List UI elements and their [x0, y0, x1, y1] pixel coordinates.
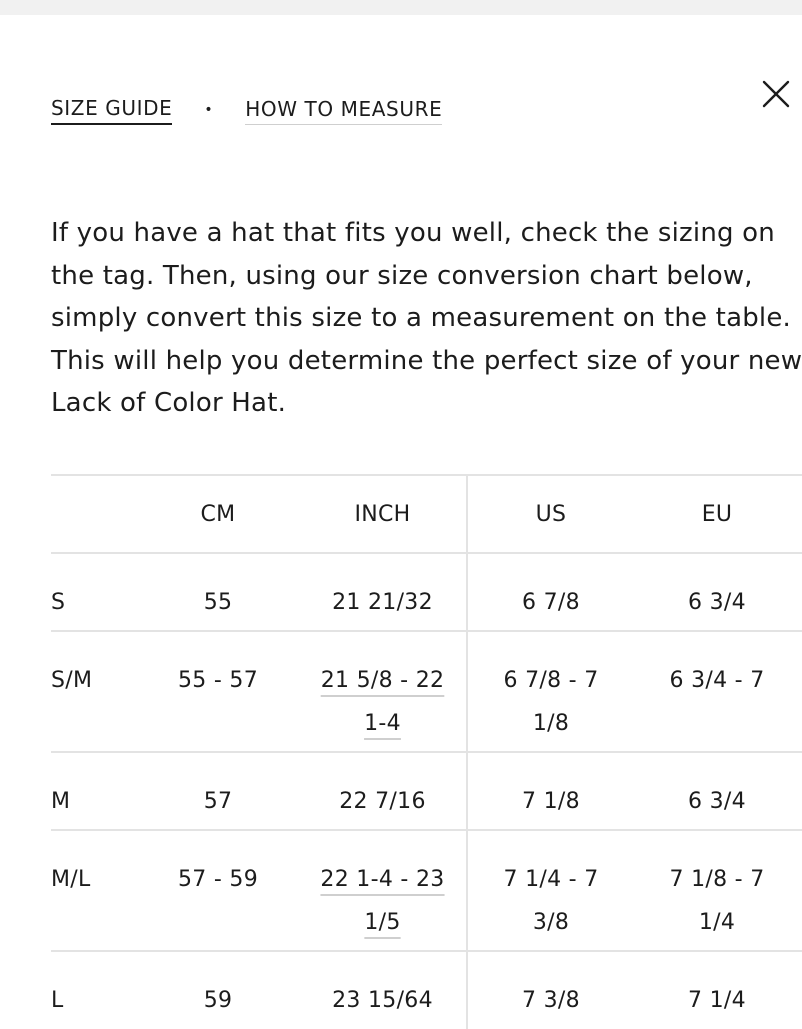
cm-value: 59 [137, 951, 299, 1029]
table-row [51, 951, 802, 1029]
tab-size-guide[interactable]: SIZE GUIDE [51, 96, 172, 125]
inch-value-line1: 21 5/8 - 22 [320, 668, 445, 693]
size-label: M/L [51, 830, 137, 951]
us-value [467, 830, 634, 951]
header-size [51, 475, 137, 553]
header-inch: INCH [299, 475, 467, 553]
us-value: 6 7/8 [467, 553, 634, 631]
eu-value-line1: 7 1/8 - 7 [669, 867, 765, 892]
us-value-line1: 6 7/8 - 7 [503, 668, 599, 693]
inch-value: 23 15/64 [299, 951, 467, 1029]
eu-value [634, 830, 800, 951]
eu-value: 6 3/4 [634, 752, 800, 830]
us-value: 7 1/8 [467, 752, 634, 830]
us-value-line2: 3/8 [532, 910, 570, 935]
eu-value: 6 3/4 - 7 [634, 631, 800, 752]
table-row [51, 830, 802, 951]
table-row [51, 553, 802, 631]
size-label: S [51, 553, 137, 631]
size-guide-intro: If you have a hat that fits you well, check the sizing on the tag. Then, using our size conversion chart below, simply convert this size to a measurement on the table. This will help you determine the perfect size of your new Lack of Color Hat. [51, 218, 802, 418]
header-us: US [467, 475, 634, 553]
eu-value: 7 1/4 [634, 951, 800, 1029]
cm-value: 57 [137, 752, 299, 830]
size-label: S/M [51, 631, 137, 752]
cm-value: 55 - 57 [137, 631, 299, 752]
close-button[interactable] [760, 78, 792, 110]
table-header-row [51, 475, 802, 553]
eu-value-line2: 1/4 [698, 910, 736, 935]
eu-value: 6 3/4 [634, 553, 800, 631]
inch-value [299, 631, 467, 752]
close-icon [760, 78, 792, 110]
tab-how-to-measure[interactable]: HOW TO MEASURE [245, 97, 442, 125]
header-eu: EU [634, 475, 800, 553]
tab-separator: • [204, 101, 214, 118]
inch-value-line2: 1-4 [364, 711, 401, 736]
size-label: M [51, 752, 137, 830]
us-value: 7 3/8 [467, 951, 634, 1029]
inch-value-line1: 22 1-4 - 23 [320, 867, 445, 892]
us-value-line2: 1/8 [532, 711, 570, 736]
inch-value-line2: 1/5 [364, 910, 401, 935]
inch-value [299, 830, 467, 951]
table-row [51, 752, 802, 830]
us-value-line1: 7 1/4 - 7 [503, 867, 599, 892]
size-conversion-table [51, 474, 802, 1029]
us-value [467, 631, 634, 752]
inch-value: 22 7/16 [299, 752, 467, 830]
size-guide-tabs [51, 96, 442, 125]
header-cm: CM [137, 475, 299, 553]
size-label: L [51, 951, 137, 1029]
inch-value: 21 21/32 [299, 553, 467, 631]
cm-value: 57 - 59 [137, 830, 299, 951]
table-row [51, 631, 802, 752]
cm-value: 55 [137, 553, 299, 631]
top-strip [0, 0, 802, 15]
